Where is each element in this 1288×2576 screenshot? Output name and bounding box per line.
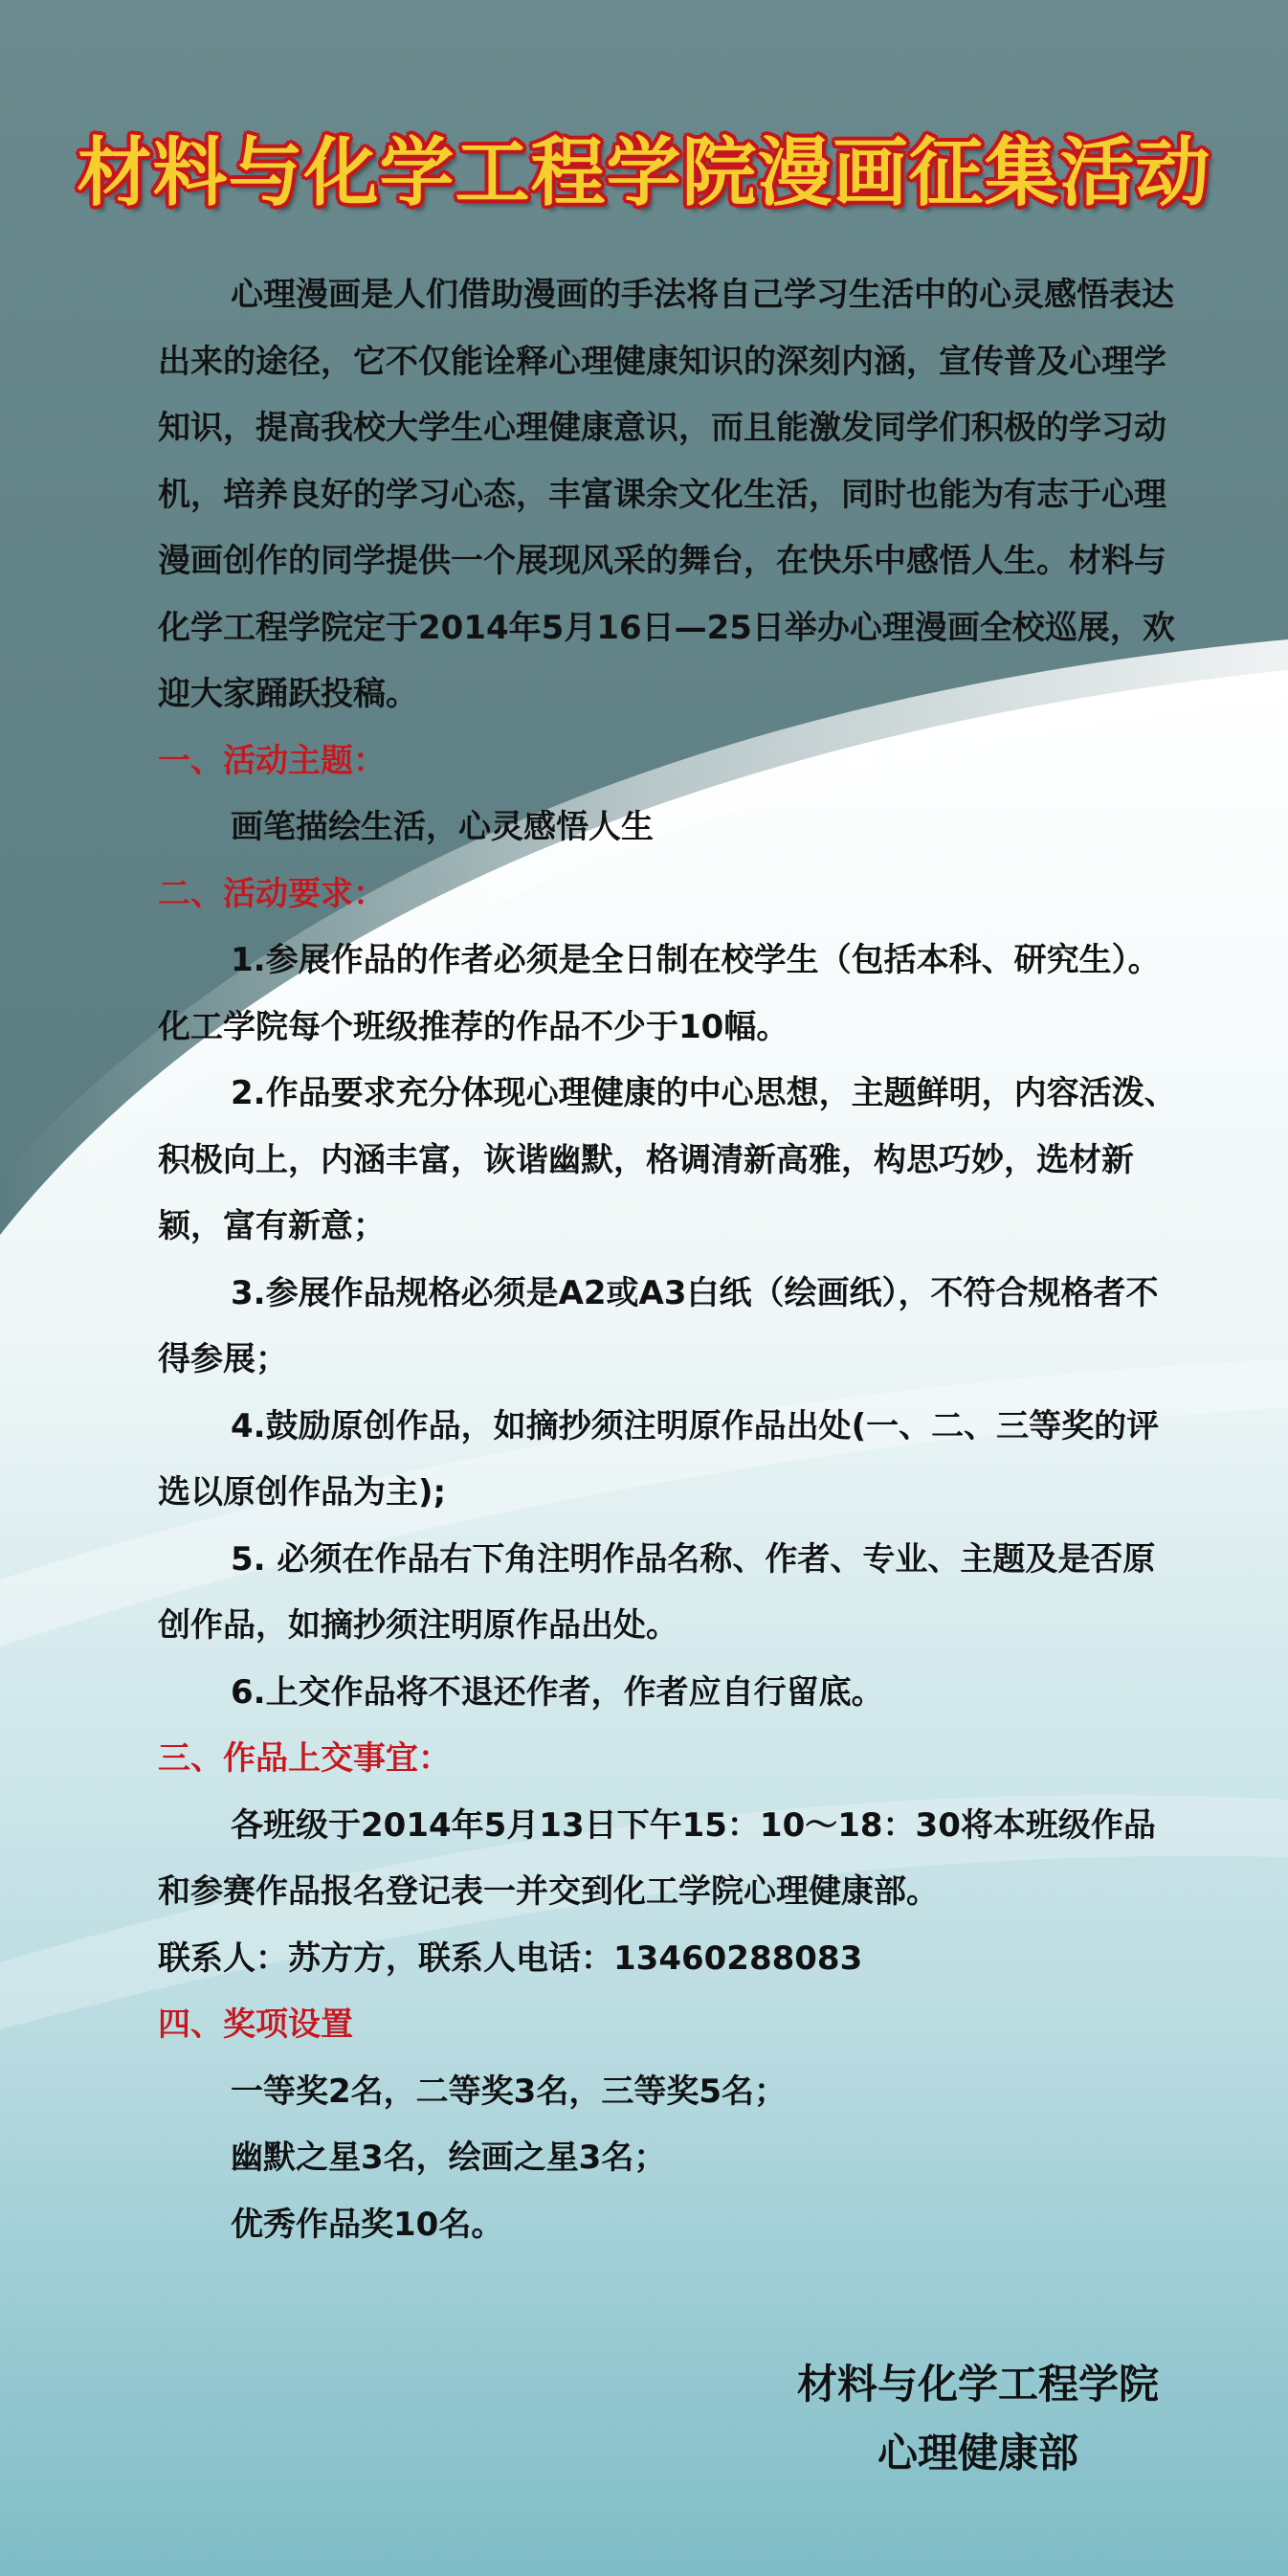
section-heading-requirements: 二、活动要求： [158,874,386,913]
requirement-item: 4.鼓励原创作品，如摘抄须注明原作品出处(一、二、三等奖的评选以原创作品为主); [158,1406,1160,1512]
award-item: 幽默之星3名，绘画之星3名； [231,2139,667,2177]
award-item: 优秀作品奖10名。 [231,2205,504,2244]
requirement-item: 1.参展作品的作者必须是全日制在校学生（包括本科、研究生）。化工学院每个班级推荐的作品不少于10幅。 [158,941,1161,1046]
award-item: 一等奖2名，二等奖3名，三等奖5名； [231,2072,787,2111]
requirement-item: 3.参展作品规格必须是A2或A3白纸（绘画纸），不符合规格者不得参展； [158,1273,1159,1378]
submission-text: 各班级于2014年5月13日下午15：10～18：30将本班级作品和参赛作品报名登记表一并交到化工学院心理健康部。 [158,1805,1156,1911]
signature-block [729,2350,1227,2488]
contact-info: 联系人：苏方方，联系人电话：13460288083 [158,1938,863,1978]
intro-paragraph: 心理漫画是人们借助漫画的手法将自己学习生活中的心灵感悟表达出来的途径，它不仅能诠释心理健康知识的深刻内涵，宣传普及心理学知识，提高我校大学生心理健康意识，而且能激发同学们积极的学习动机，培养良好的学习心态，丰富课余文化生活，同时也能为有志于心理漫画创作的同学提供一个展现风采的舞台，在快乐中感悟人生。材料与化学工程学院定于2014年5月16日—25日举办心理漫画全校巡展，欢迎大家踊跃投稿。 [158,276,1175,713]
section-heading-submission: 三、作品上交事宜： [158,1739,451,1778]
requirement-item: 6.上交作品将不退还作者，作者应自行留底。 [231,1672,884,1712]
poster-body [158,262,1182,2258]
theme-text: 画笔描绘生活，心灵感悟人生 [231,808,654,846]
requirement-item: 2.作品要求充分体现心理健康的中心思想，主题鲜明，内容活泼、积极向上，内涵丰富，诙谐幽默，格调清新高雅，构思巧妙，选材新颖，富有新意； [158,1074,1177,1245]
requirement-item: 5. 必须在作品右下角注明作品名称、作者、专业、主题及是否原创作品，如摘抄须注明原作品出处。 [158,1539,1156,1645]
signature-dept: 心理健康部 [877,2430,1078,2476]
section-heading-theme: 一、活动主题： [158,741,386,780]
section-heading-awards: 四、奖项设置 [158,2005,353,2044]
poster-title: 材料与化学工程学院漫画征集活动 [77,129,1211,216]
signature-org: 材料与化学工程学院 [796,2361,1159,2408]
